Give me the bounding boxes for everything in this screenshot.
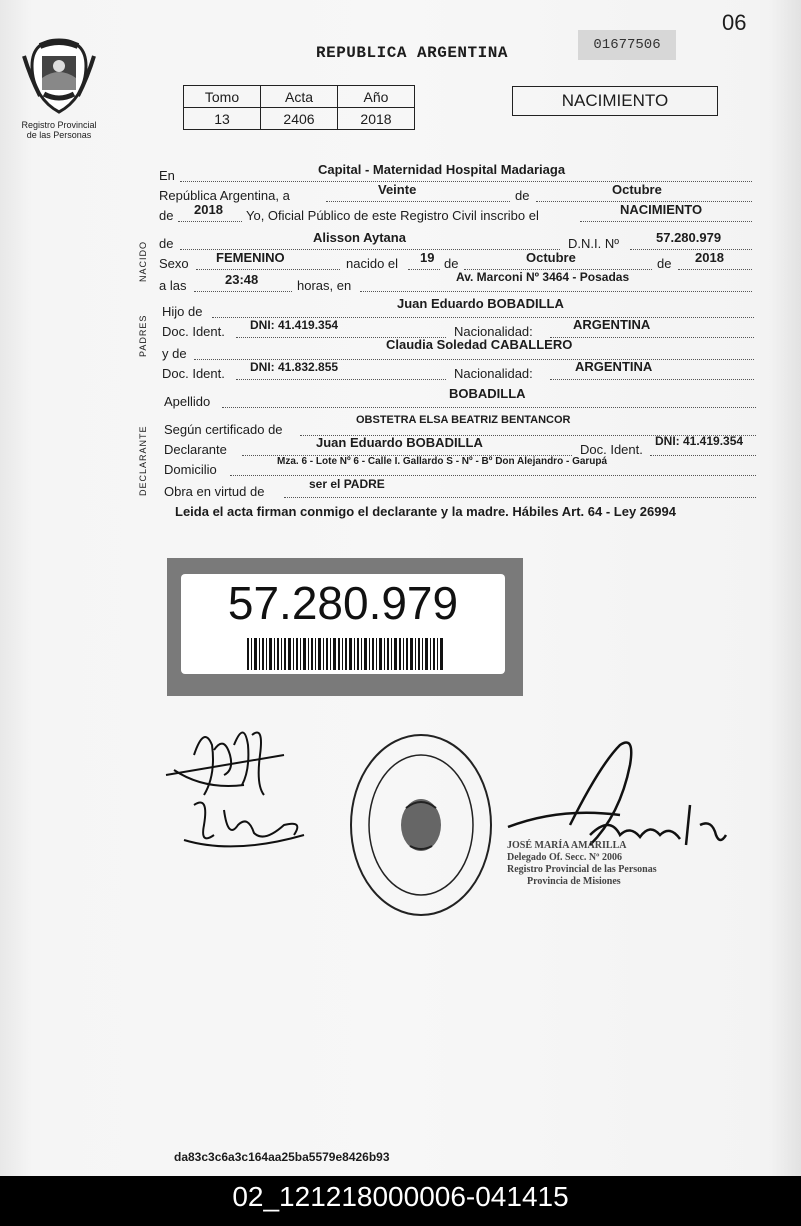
table-header: Acta <box>261 86 338 108</box>
label-doc-ident: Doc. Ident. <box>162 324 225 339</box>
side-label-padres: PADRES <box>138 314 148 357</box>
label-a-las: a las <box>159 278 187 293</box>
record-type-box: NACIMIENTO <box>512 86 718 116</box>
registry-name: Registro Provincial de las Personas <box>21 120 97 140</box>
field-anio: 2018 <box>194 202 223 217</box>
label-en: En <box>159 168 175 183</box>
label-segun: Según certificado de <box>164 422 283 437</box>
label-de: de <box>515 188 530 203</box>
declarant-signature-icon <box>164 715 314 865</box>
field-anio-nac: 2018 <box>695 250 724 265</box>
label-de-3: de <box>159 236 174 251</box>
label-domicilio: Domicilio <box>164 462 217 477</box>
field-certificado: OBSTETRA ELSA BEATRIZ BENTANCOR <box>356 414 571 426</box>
label-nacionalidad-2: Nacionalidad: <box>454 366 533 381</box>
field-nombre: Alisson Aytana <box>313 230 406 245</box>
table-cell: 13 <box>184 108 261 130</box>
page-number: 06 <box>722 10 747 35</box>
field-obra: ser el PADRE <box>309 477 385 491</box>
province-coat-of-arms-icon <box>22 36 96 116</box>
field-dia: 19 <box>420 250 435 265</box>
field-declarante-doc: DNI: 41.419.354 <box>655 434 744 448</box>
table-header: Año <box>338 86 415 108</box>
field-apellido: BOBADILLA <box>449 386 526 401</box>
label-doc-ident-3: Doc. Ident. <box>580 442 643 457</box>
stamp-label <box>181 574 505 674</box>
table-header: Tomo <box>184 86 261 108</box>
field-dia-texto: Veinte <box>378 182 417 197</box>
side-label-declarante: DECLARANTE <box>138 425 148 496</box>
field-mes-texto: Octubre <box>612 182 662 197</box>
label-de-4: de <box>444 256 459 271</box>
document-title: REPUBLICA ARGENTINA <box>316 44 508 62</box>
official-seal-icon <box>346 730 496 920</box>
label-obra: Obra en virtud de <box>164 484 265 499</box>
table-cell: 2406 <box>261 108 338 130</box>
file-id-footer: 02_121218000006-041415 <box>0 1176 801 1226</box>
label-nacido-el: nacido el <box>346 256 399 271</box>
field-madre-doc: DNI: 41.832.855 <box>250 360 339 374</box>
label-de-2: de <box>159 208 174 223</box>
signer-stamp: JOSÉ MARÍA AMARILLA Delegado Of. Secc. Nº 2006 Registro Provincial de las Personas Provincia de Misiones <box>507 840 657 887</box>
field-declarante: Juan Eduardo BOBADILLA <box>316 435 483 450</box>
stamp-number: 57.280.979 <box>227 577 459 629</box>
field-mes: Octubre <box>526 250 576 265</box>
field-padre: Juan Eduardo BOBADILLA <box>397 296 564 311</box>
side-label-nacido: NACIDO <box>138 240 148 282</box>
field-lugar-nac: Av. Marconi Nº 3464 - Posadas <box>456 270 630 284</box>
field-inscripcion: NACIMIENTO <box>620 202 703 217</box>
field-hora: 23:48 <box>225 272 259 287</box>
record-table <box>183 85 415 130</box>
label-hijo-de: Hijo de <box>162 304 203 319</box>
field-domicilio: Mza. 6 - Lote Nº 6 - Calle I. Gallardo S - Nº - Bº Don Alejandro - Garupá <box>277 456 608 467</box>
label-yo: Yo, Oficial Público de este Registro Civil inscribo el <box>246 208 539 223</box>
dotted-line <box>326 186 510 202</box>
table-cell: 2018 <box>338 108 415 130</box>
label-declarante: Declarante <box>164 442 227 457</box>
label-y-de: y de <box>162 346 187 361</box>
field-padre-nac: ARGENTINA <box>573 317 651 332</box>
label-dni: D.N.I. Nº <box>568 236 619 251</box>
dni-stamp <box>167 558 523 696</box>
label-de-5: de <box>657 256 672 271</box>
label-apellido: Apellido <box>164 394 211 409</box>
field-sexo: FEMENINO <box>216 250 285 265</box>
serial-number: 01677506 <box>578 30 676 60</box>
field-lugar: Capital - Maternidad Hospital Madariaga <box>318 162 566 177</box>
label-republica: República Argentina, a <box>159 188 290 203</box>
label-nacionalidad: Nacionalidad: <box>454 324 533 339</box>
legal-text: Leida el acta firman conmigo el declarante y la madre. Hábiles Art. 64 - Ley 26994 <box>175 504 676 519</box>
field-madre: Claudia Soledad CABALLERO <box>386 337 573 352</box>
label-doc-ident-2: Doc. Ident. <box>162 366 225 381</box>
field-madre-nac: ARGENTINA <box>575 359 653 374</box>
document-hash: da83c3c6a3c164aa25ba5579e8426b93 <box>174 1150 390 1164</box>
field-dni: 57.280.979 <box>656 230 722 245</box>
label-horas-en: horas, en <box>297 278 352 293</box>
field-padre-doc: DNI: 41.419.354 <box>250 318 339 332</box>
label-sexo: Sexo <box>159 256 189 271</box>
barcode-icon <box>247 638 443 670</box>
